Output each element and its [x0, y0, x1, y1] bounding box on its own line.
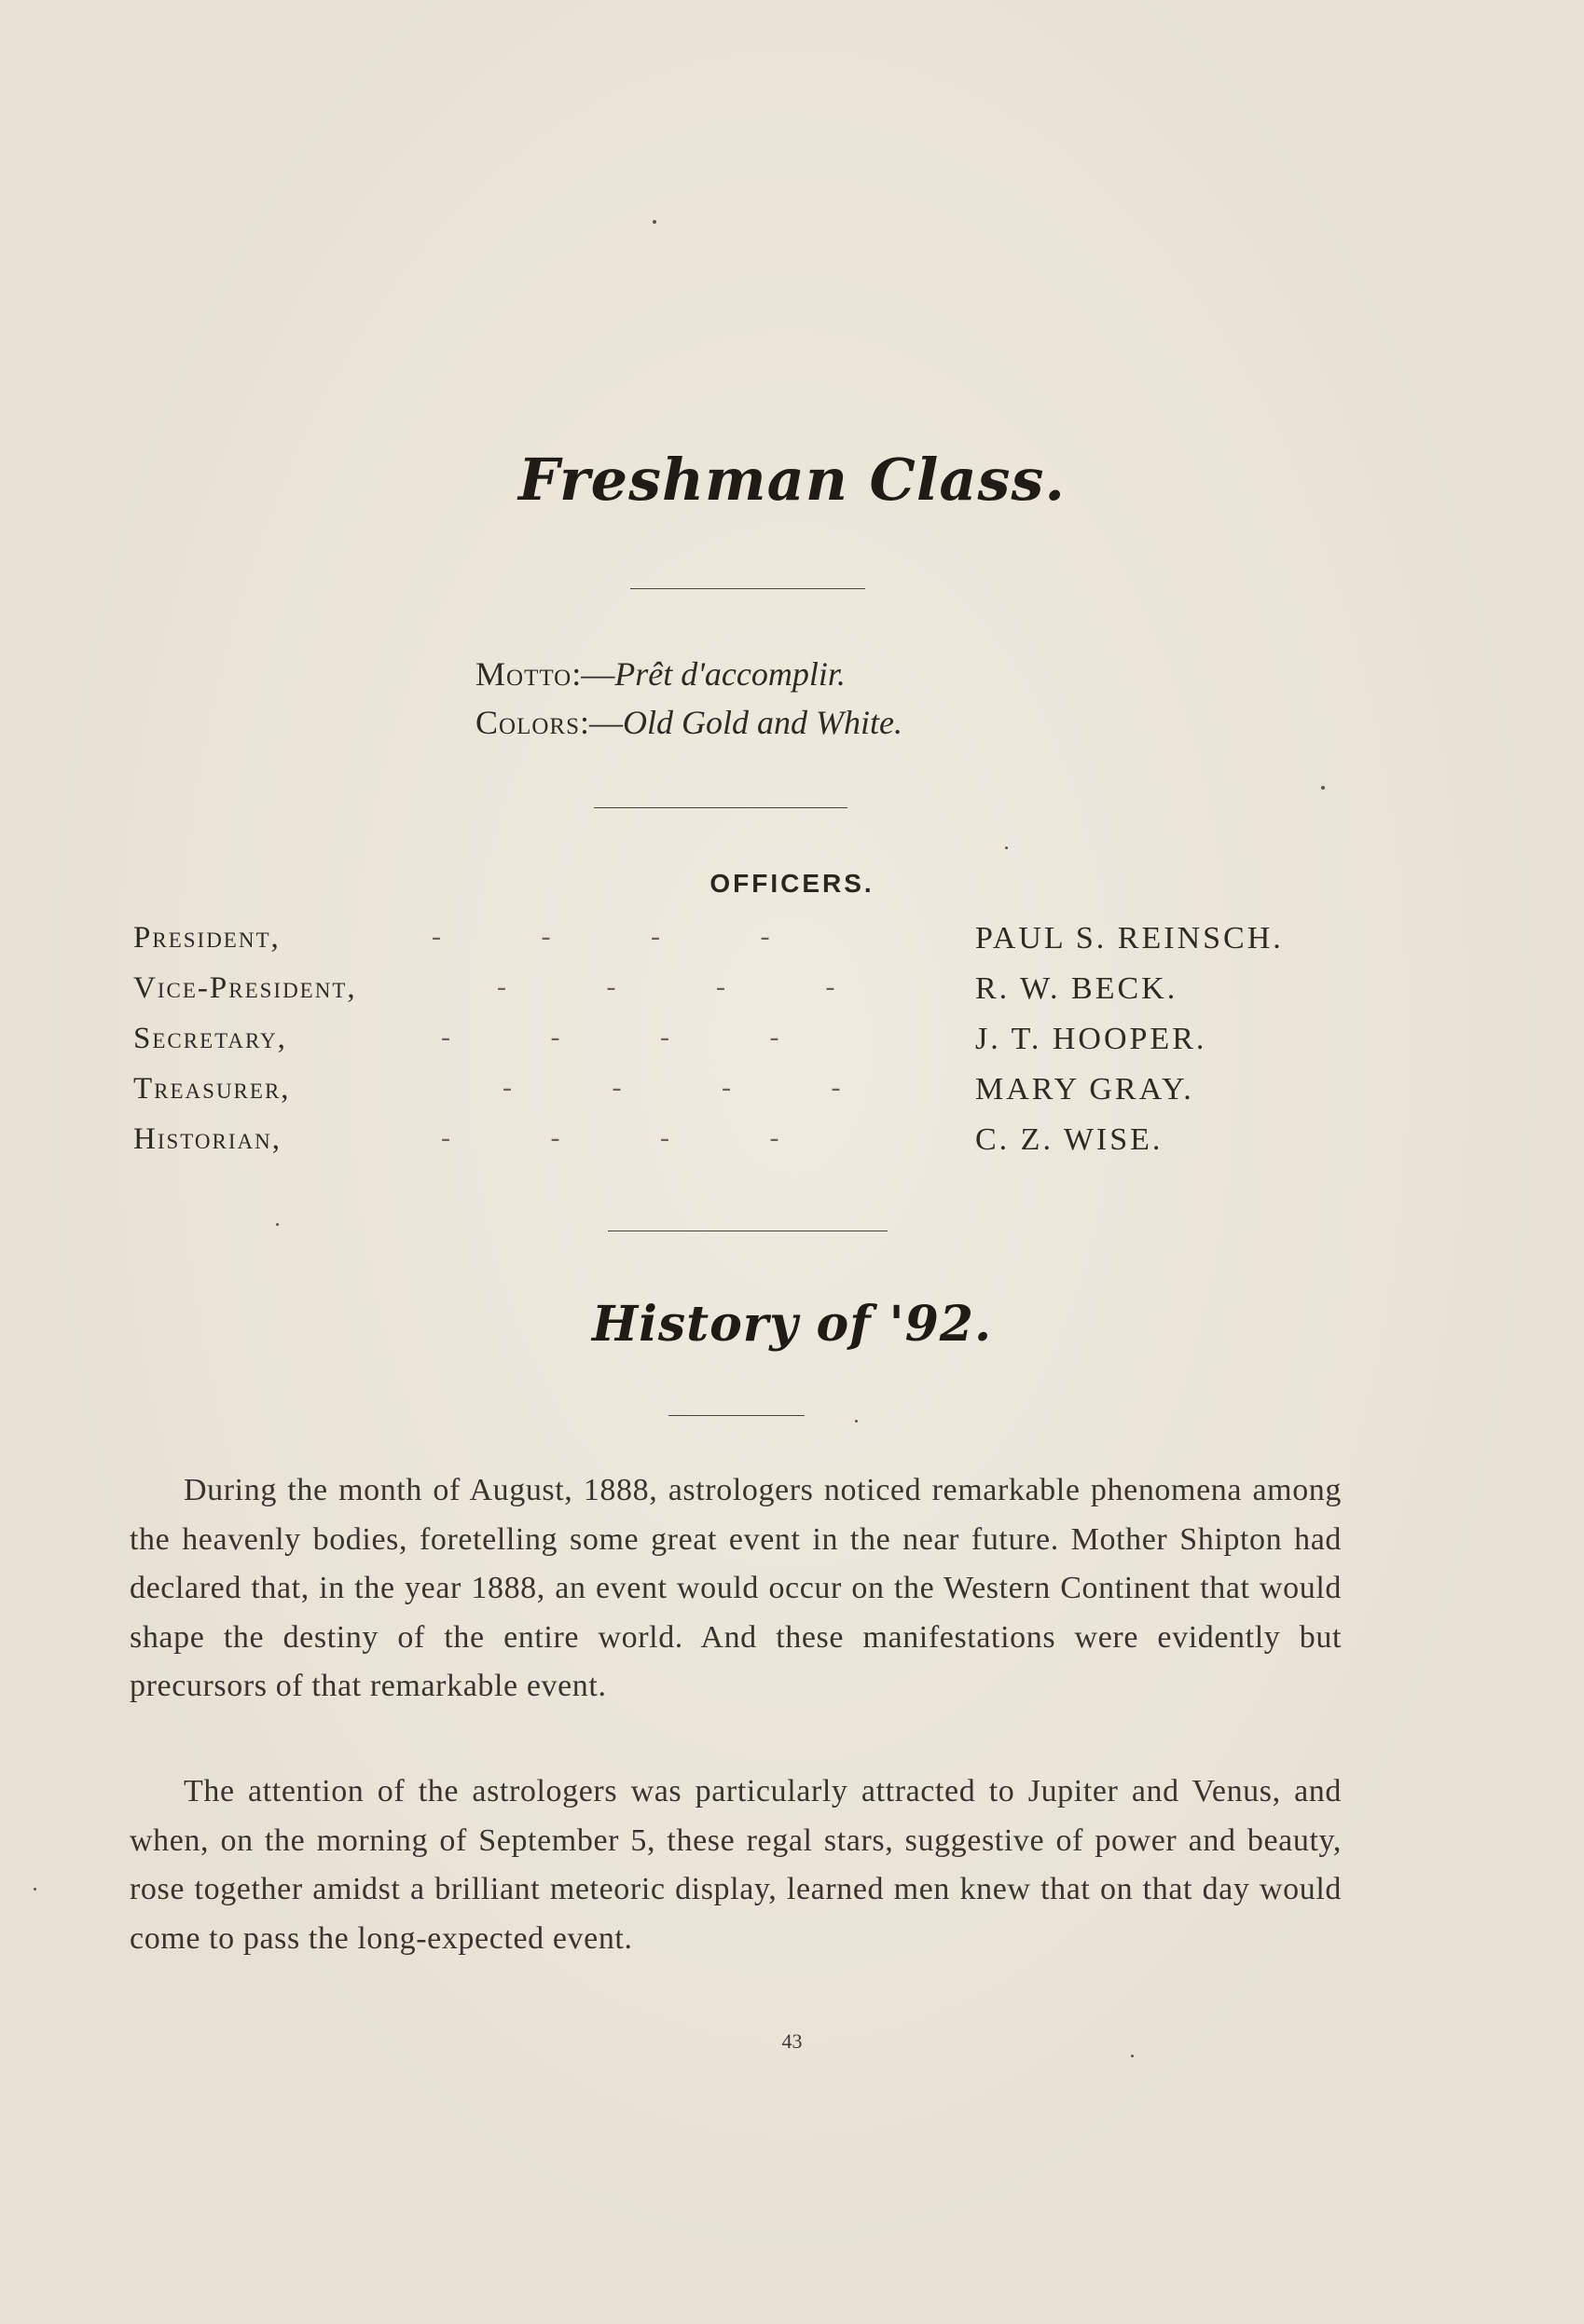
motto-line [475, 650, 1128, 698]
paper-speck [34, 1888, 36, 1891]
motto-label: Motto [475, 655, 572, 693]
officer-title: President, [133, 921, 281, 955]
paper-speck [276, 1223, 279, 1226]
page-title: Freshman Class. [518, 446, 1066, 514]
history-paragraph: During the month of August, 1888, astrologers noticed remarkable phenomena among the heavenly bodies, foretelling some great event in the near future. Mother Shipton had declared that, in the year 1888, an event would occur on the Western Continent that would shape the destiny of the entire world. And these manifestations were evidently but precursors of that remarkable event. [130, 1473, 1342, 1704]
paper-speck [1131, 2055, 1134, 2057]
officer-row-historian [133, 1122, 1345, 1173]
paper-speck [653, 220, 656, 224]
officer-row-president [133, 921, 1345, 971]
history-divider [668, 1415, 805, 1416]
officer-row-secretary [133, 1022, 1345, 1072]
colors-label: Colors [475, 704, 580, 741]
colors-separator: :— [579, 704, 623, 741]
page-number: 43 [781, 2029, 803, 2053]
officer-dashes: - - - - [432, 921, 770, 952]
officer-title: Treasurer, [133, 1072, 291, 1106]
officer-name: C. Z. WISE. [975, 1122, 1164, 1157]
officer-name: PAUL S. REINSCH. [975, 921, 1284, 956]
motto-value: Prêt d'accomplir. [614, 655, 846, 693]
officer-dashes: - - - - [441, 1122, 779, 1153]
motto-divider [594, 807, 847, 808]
paper-speck [1005, 846, 1008, 849]
officer-row-treasurer [133, 1072, 1345, 1122]
motto-separator: :— [572, 655, 615, 693]
officer-name: MARY GRAY. [975, 1072, 1194, 1107]
officer-name: J. T. HOOPER. [975, 1022, 1207, 1056]
officer-dashes: - - - - [497, 971, 835, 1002]
officer-dashes: - - - - [503, 1072, 841, 1103]
title-divider [630, 588, 865, 589]
history-paragraph: The attention of the astrologers was particularly attracted to Jupiter and Venus, and when, on the morning of September 5, these regal stars, suggestive of power and beauty, rose together amidst a brilliant meteoric display, learned men knew that on that day would come to pass the long-expected event. [130, 1774, 1342, 1956]
colors-line [475, 698, 1128, 747]
officer-row-vice-president [133, 971, 1345, 1022]
officer-dashes: - - - - [441, 1022, 779, 1052]
officer-title: Historian, [133, 1122, 282, 1156]
officers-heading: OFFICERS. [709, 869, 875, 898]
motto-colors-block [475, 650, 1128, 747]
paper-speck [855, 1420, 858, 1423]
officer-name: R. W. BECK. [975, 971, 1178, 1006]
history-title: History of '92. [591, 1296, 993, 1353]
officer-title: Secretary, [133, 1022, 287, 1055]
colors-value: Old Gold and White. [623, 704, 902, 741]
officer-title: Vice-President, [133, 971, 357, 1005]
paper-speck [1321, 786, 1325, 790]
